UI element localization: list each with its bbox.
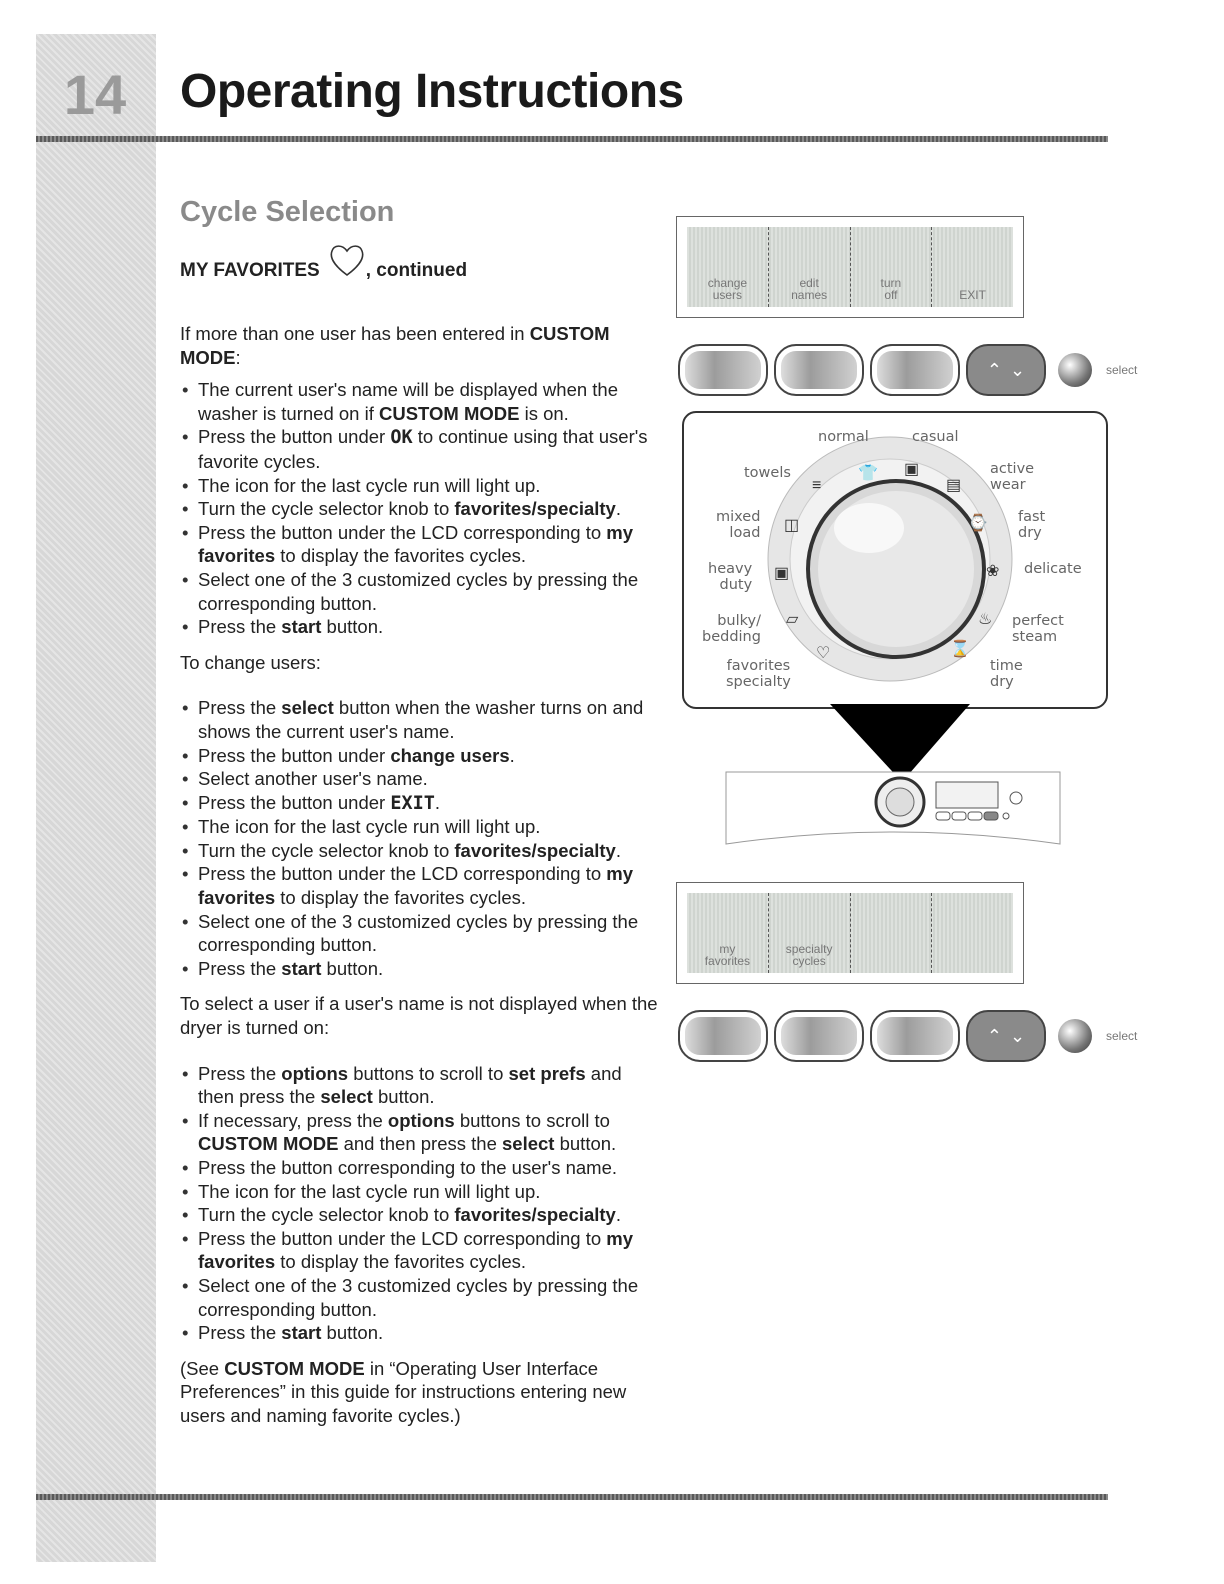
subheading (180, 260, 467, 282)
washer-console-illustration (724, 770, 1064, 850)
list-item: • The icon for the last cycle run will light up. (180, 474, 658, 498)
lcd-segment-edit-names: edit names (769, 227, 851, 307)
hourglass-icon: ⌛ (950, 641, 970, 658)
dial-label-bulky-bedding: bulky/ bedding (702, 613, 761, 645)
list-item: • Press the start button. (180, 1321, 658, 1345)
lcd-segment-change-users: change users (687, 227, 769, 307)
select-button[interactable] (1058, 1019, 1092, 1053)
intro-paragraph: If more than one user has been entered in CUSTOM MODE: (180, 323, 610, 368)
arrow-down-icon: ⌄ (1010, 359, 1026, 380)
lcd-button-1[interactable] (678, 1010, 768, 1062)
dial-label-time-dry: time dry (990, 658, 1023, 690)
button-row-top (678, 344, 1137, 396)
lcd-panel-bottom (676, 882, 1024, 984)
list-item: • Press the button under the LCD corresponding to my favorites to display the favorites cycles. (180, 521, 658, 568)
lcd-panel-top (676, 216, 1024, 318)
footer-note: (See CUSTOM MODE in “Operating User Interface Preferences” in this guide for instructions entering new users and naming favorite cycles.) (180, 1357, 627, 1426)
active-wear-icon: ▤ (946, 477, 962, 494)
page-number: 14 (63, 63, 127, 126)
body-text (180, 322, 658, 1437)
list-item: • Press the select button when the washer turns on and shows the current user's name. (180, 696, 658, 743)
list-item: • Press the button corresponding to the user's name. (180, 1156, 658, 1180)
section-title: Cycle Selection (180, 196, 395, 228)
list-item: • Press the start button. (180, 615, 658, 639)
lcd-button-3[interactable] (870, 344, 960, 396)
list-item: • Select one of the 3 customized cycles by pressing the corresponding button. (180, 910, 658, 957)
list-item: • Press the button under change users. (180, 744, 658, 768)
towels-icon: ≡ (812, 477, 822, 494)
dial-label-heavy-duty: heavy duty (708, 561, 753, 593)
select-label: select (1106, 363, 1138, 377)
list-item: • Press the start button. (180, 957, 658, 981)
list-item: • Press the button under the LCD corresponding to my favorites to display the favorites cycles. (180, 1227, 658, 1274)
steam-icon: ♨ (978, 611, 993, 628)
dial-label-normal: normal (818, 429, 869, 445)
side-band (36, 34, 156, 1562)
list-change-users (180, 696, 658, 980)
lcd-button-2[interactable] (774, 344, 864, 396)
arrow-up-icon: ⌃ (986, 359, 1002, 380)
cycle-dial-panel (682, 411, 1108, 709)
fast-dry-clock-icon: ⌚ (968, 515, 988, 532)
list-item: • Press the options buttons to scroll to set prefs and then press the select button. (180, 1062, 658, 1109)
lcd-segment-exit: EXIT (959, 288, 986, 302)
header-rule (36, 136, 1108, 142)
dial-label-towels: towels (744, 465, 791, 481)
list-item: • Turn the cycle selector knob to favorites/specialty. (180, 1203, 658, 1227)
mixed-load-icon: ◫ (784, 517, 800, 534)
lcd-segment-empty-3 (851, 893, 933, 973)
lcd-button-3[interactable] (870, 1010, 960, 1062)
dial-label-perfect-steam: perfect steam (1012, 613, 1064, 645)
subheading-label: MY FAVORITES (180, 260, 320, 281)
options-buttons[interactable] (966, 1010, 1046, 1062)
shirt-icon: 👕 (858, 465, 878, 482)
dial-label-casual: casual (912, 429, 959, 445)
list-item: • If necessary, press the options buttons to scroll to CUSTOM MODE and then press the select button. (180, 1109, 658, 1156)
lcd-segment-turn-off: turn off (851, 227, 933, 307)
select-user-heading: To select a user if a user's name is not displayed when the dryer is turned on: (180, 993, 658, 1039)
dial-label-fast-dry: fast dry (1018, 509, 1046, 541)
select-label: select (1106, 1029, 1138, 1043)
heavy-duty-icon: ▣ (774, 565, 790, 582)
list-item: • Press the button under EXIT. (180, 791, 658, 816)
favorites-heart-icon: ♡ (816, 645, 831, 662)
footer-rule (36, 1494, 1108, 1500)
list-item: • Press the button under OK to continue using that user's favorite cycles. (180, 425, 658, 473)
list-item: • Turn the cycle selector knob to favorites/specialty. (180, 497, 658, 521)
change-users-heading: To change users: (180, 651, 321, 673)
select-button[interactable] (1058, 353, 1092, 387)
list-item: • Select one of the 3 customized cycles by pressing the corresponding button. (180, 1274, 658, 1321)
bulky-bedding-icon: ▱ (786, 611, 799, 628)
list-select-user (180, 1062, 658, 1345)
list-item: • The icon for the last cycle run will light up. (180, 815, 658, 839)
list-item: • The icon for the last cycle run will light up. (180, 1180, 658, 1204)
dial-label-active-wear: active wear (990, 461, 1035, 493)
casual-shirt-icon: ▣ (904, 461, 920, 478)
list-item: • The current user's name will be displayed when the washer is turned on if CUSTOM MODE is on. (180, 378, 658, 425)
page-title: Operating Instructions (180, 65, 684, 118)
heart-icon (328, 242, 366, 278)
list-item: • Select one of the 3 customized cycles by pressing the corresponding button. (180, 568, 658, 615)
dial-label-favorites-specialty: favorites specialty (726, 658, 791, 690)
list-favorites-steps (180, 378, 658, 639)
subheading-suffix: , continued (365, 260, 468, 281)
lcd-button-1[interactable] (678, 344, 768, 396)
dial-label-mixed-load: mixed load (716, 509, 761, 541)
list-item: • Select another user's name. (180, 767, 658, 791)
delicate-flower-icon: ❀ (986, 563, 1000, 580)
lcd-segment-empty-4 (932, 893, 1013, 973)
arrow-down-icon: ⌄ (1010, 1025, 1026, 1046)
lcd-button-2[interactable] (774, 1010, 864, 1062)
list-item: • Press the button under the LCD corresponding to my favorites to display the favorites cycles. (180, 862, 658, 909)
dial-label-delicate: delicate (1024, 561, 1082, 577)
button-row-bottom (678, 1010, 1137, 1062)
arrow-up-icon: ⌃ (986, 1025, 1002, 1046)
lcd-screen-top (687, 227, 1013, 307)
lcd-screen-bottom (687, 893, 1013, 973)
list-item: • Turn the cycle selector knob to favorites/specialty. (180, 839, 658, 863)
lcd-segment-my-favorites: my favorites (687, 893, 769, 973)
lcd-segment-specialty-cycles: specialty cycles (769, 893, 851, 973)
options-buttons[interactable] (966, 344, 1046, 396)
